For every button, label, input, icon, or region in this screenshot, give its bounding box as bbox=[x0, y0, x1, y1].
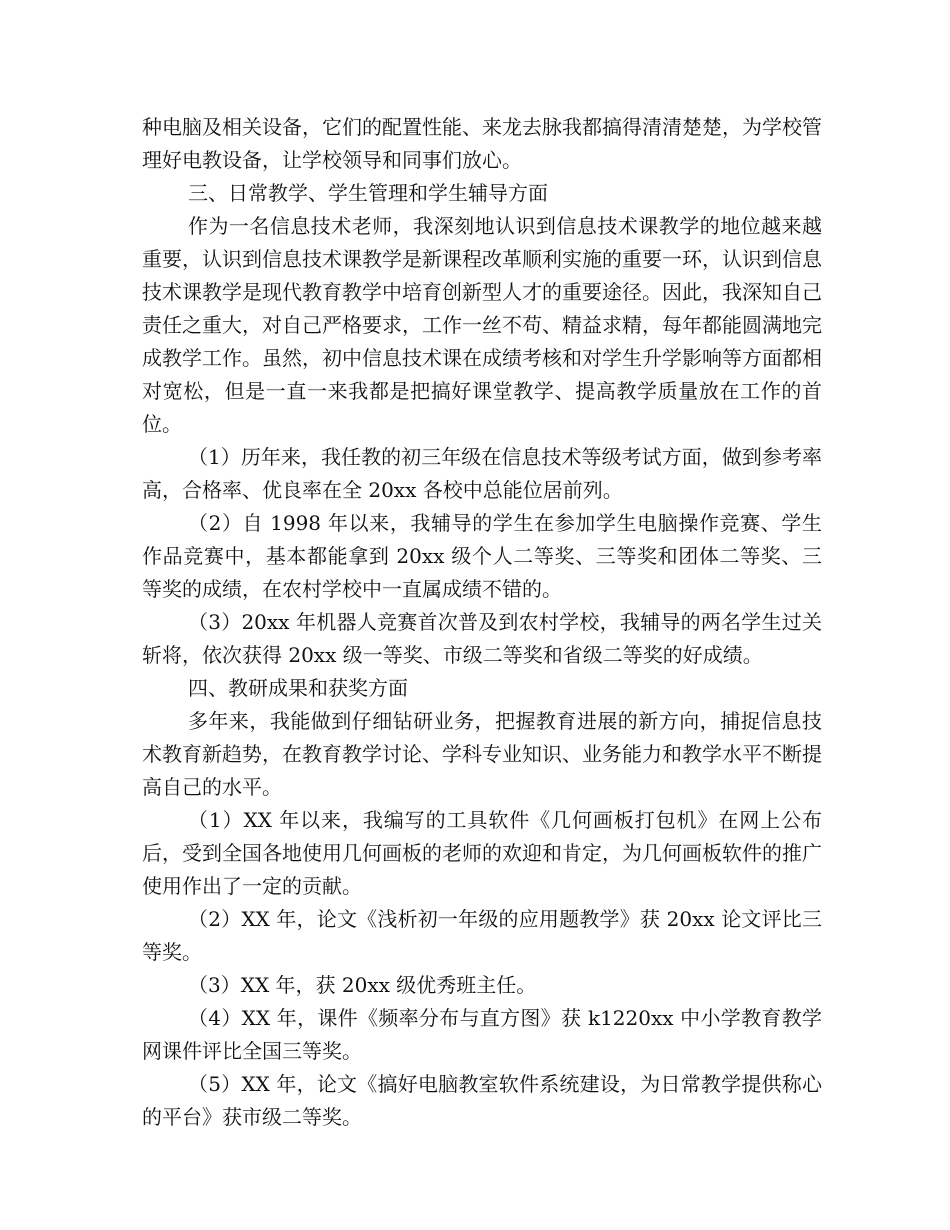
award-item-5: （5）XX 年，论文《搞好电脑教室软件系统建设，为日常教学提供称心的平台》获市级二等奖。 bbox=[142, 1072, 822, 1129]
award-item-4: （4）XX 年，课件《频率分布与直方图》获 k1220xx 中小学教育教学网课件评比全国三等奖。 bbox=[142, 1006, 822, 1063]
list-item-2: （2）自 1998 年以来，我辅导的学生在参加学生电脑操作竞赛、学生作品竞赛中，基本都能拿到 20xx 级个人二等奖、三等奖和团体二等奖、三等奖的成绩，在农村学校中一直属成绩不错的。 bbox=[142, 511, 822, 601]
list-item-1: （1）历年来，我任教的初三年级在信息技术等级考试方面，做到参考率高，合格率、优良率在全 20xx 各校中总能位居前列。 bbox=[142, 445, 822, 502]
section-heading-3: 三、日常教学、学生管理和学生辅导方面 bbox=[188, 181, 548, 205]
award-item-2: （2）XX 年，论文《浅析初一年级的应用题教学》获 20xx 论文评比三等奖。 bbox=[142, 907, 822, 964]
paragraph-continuation: 种电脑及相关设备，它们的配置性能、来龙去脉我都搞得清清楚楚，为学校管理好电教设备，让学校领导和同事们放心。 bbox=[142, 115, 822, 172]
list-item-3: （3）20xx 年机器人竞赛首次普及到农村学校，我辅导的两名学生过关斩将，依次获得 20xx 级一等奖、市级二等奖和省级二等奖的好成绩。 bbox=[142, 610, 822, 667]
section-heading-4: 四、教研成果和获奖方面 bbox=[188, 676, 408, 700]
award-item-3: （3）XX 年，获 20xx 级优秀班主任。 bbox=[188, 973, 537, 997]
document-body bbox=[142, 111, 822, 1134]
paragraph-research: 多年来，我能做到仔细钻研业务，把握教育进展的新方向，捕捉信息技术教育新趋势，在教育教学讨论、学科专业知识、业务能力和教学水平不断提高自己的水平。 bbox=[142, 709, 822, 799]
award-item-1: （1）XX 年以来，我编写的工具软件《几何画板打包机》在网上公布后，受到全国各地使用几何画板的老师的欢迎和肯定，为几何画板软件的推广使用作出了一定的贡献。 bbox=[142, 808, 822, 898]
paragraph-teaching-role: 作为一名信息技术老师，我深刻地认识到信息技术课教学的地位越来越重要，认识到信息技术课教学是新课程改革顺利实施的重要一环，认识到信息技术课教学是现代教育教学中培育创新型人才的重要途径。因此，我深知自己责任之重大，对自己严格要求，工作一丝不苟、精益求精，每年都能圆满地完成教学工作。虽然，初中信息技术课在成绩考核和对学生升学影响等方面都相对宽松，但是一直一来我都是把搞好课堂教学、提高教学质量放在工作的首位。 bbox=[142, 214, 822, 436]
